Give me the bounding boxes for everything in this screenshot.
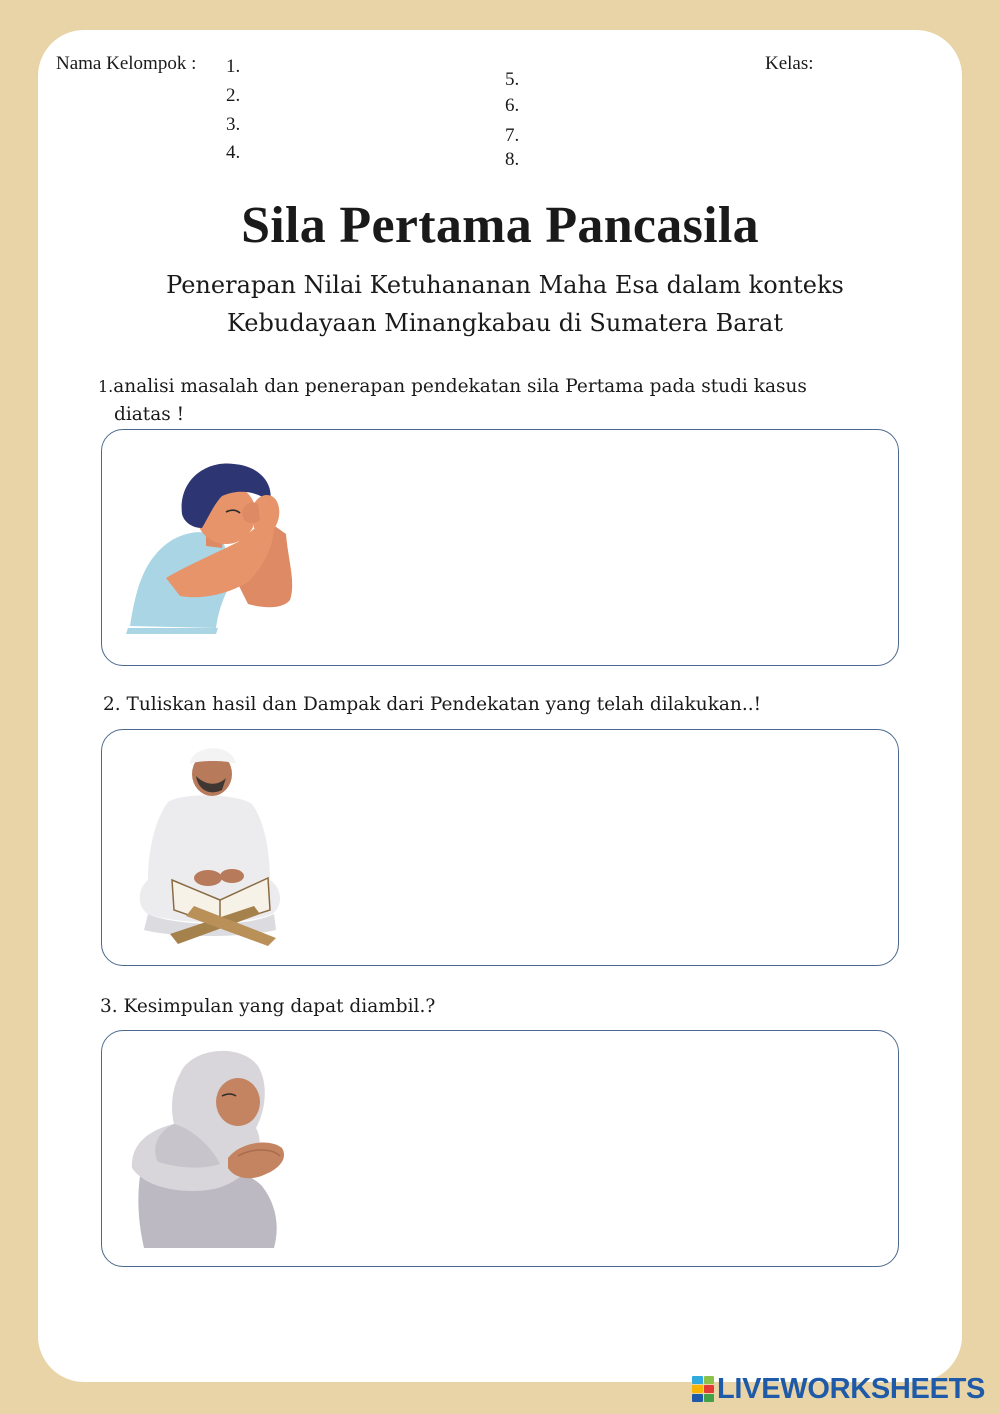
liveworksheets-logo [692,1372,985,1406]
subtitle-line-1: Penerapan Nilai Ketuhananan Maha Esa dalam konteks [166,271,844,299]
member-number-8: 8. [505,149,520,170]
page-subtitle [60,266,950,342]
question-1 [98,373,898,429]
question-2: 2. Tuliskan hasil dan Dampak dari Pendekatan yang telah dilakukan..! [103,694,762,715]
reading-quran-icon [134,738,286,954]
question-1-line-2: diatas ! [114,404,185,425]
member-number-6: 6. [505,95,520,116]
praying-woman-icon [130,1044,292,1252]
member-number-1: 1. [226,56,241,77]
subtitle-line-2: Kebudayaan Minangkabau di Sumatera Barat [227,309,783,337]
nama-kelompok-label: Nama Kelompok : [56,53,197,74]
kelas-label: Kelas: [765,53,814,74]
question-3: 3. Kesimpulan yang dapat diambil.? [100,996,436,1017]
member-number-2: 2. [226,85,241,106]
member-number-5: 5. [505,69,520,90]
liveworksheets-text: LIVEWORKSHEETS [717,1372,986,1405]
member-number-7: 7. [505,125,520,146]
liveworksheets-icon [692,1376,714,1402]
member-number-4: 4. [226,142,241,163]
member-number-3: 3. [226,114,241,135]
question-1-line-1: analisi masalah dan penerapan pendekatan sila Pertama pada studi kasus [113,376,807,397]
page-title: Sila Pertama Pancasila [241,197,759,254]
praying-person-icon [122,458,302,636]
question-1-number: 1. [98,377,114,396]
